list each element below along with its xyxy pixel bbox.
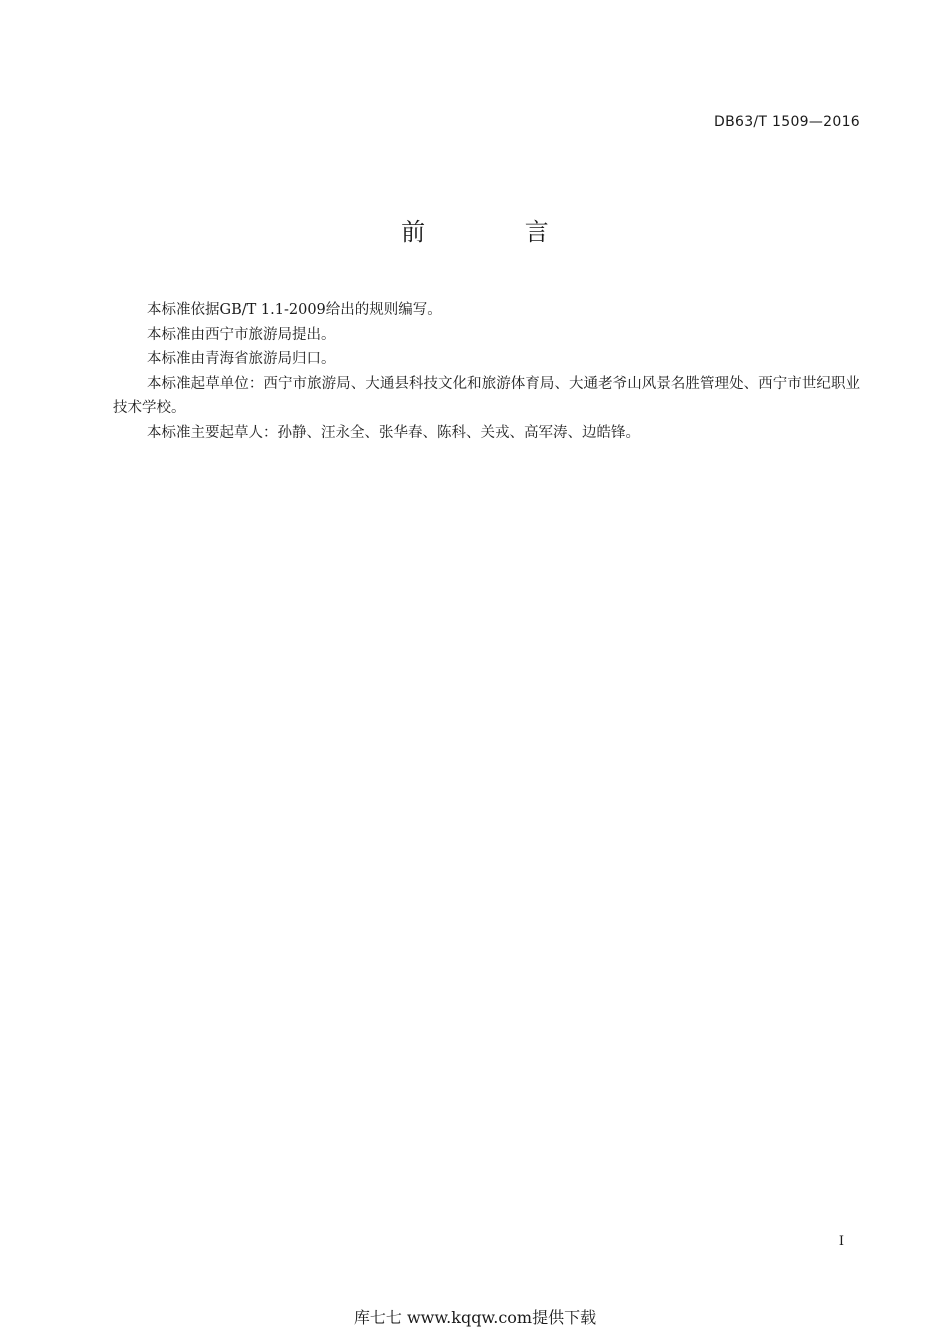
page-title: 前 言 <box>401 218 595 246</box>
foreword-body <box>113 298 860 445</box>
document-code: DB63/T 1509—2016 <box>714 114 860 130</box>
paragraph-drafting-units: 本标准起草单位：西宁市旅游局、大通县科技文化和旅游体育局、大通老爷山风景名胜管理处、西宁市世纪职业技术学校。 <box>113 375 860 416</box>
paragraph-centralized-unit: 本标准由青海省旅游局归口。 <box>147 351 336 367</box>
footer-watermark: 库七七 www.kqqw.com提供下载 <box>353 1308 597 1327</box>
paragraph-drafting-rules: 本标准依据GB/T 1.1-2009给出的规则编写。 <box>147 302 442 318</box>
paragraph-proposer: 本标准由西宁市旅游局提出。 <box>147 326 336 343</box>
paragraph-drafters: 本标准主要起草人：孙静、汪永全、张华春、陈科、关戎、高军涛、边皓锋。 <box>147 424 640 441</box>
page-number: I <box>838 1234 844 1249</box>
